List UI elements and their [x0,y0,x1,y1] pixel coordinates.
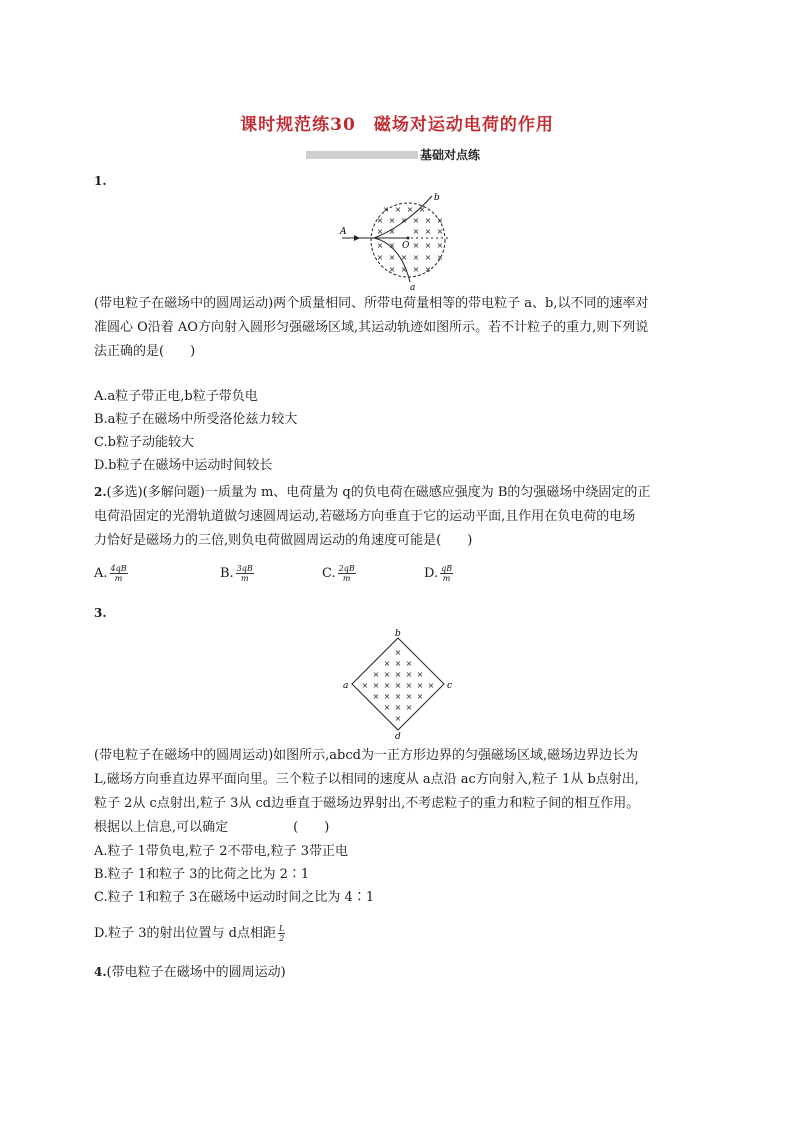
q4-stem: 4.(带电粒子在磁场中的圆周运动) [94,965,286,980]
svg-text:×: × [424,241,432,250]
svg-text:×: × [416,681,424,690]
q1-figure [336,190,466,290]
svg-text:×: × [388,265,396,274]
svg-text:×: × [394,703,402,712]
svg-text:×: × [394,659,402,668]
svg-text:×: × [383,692,391,701]
q2-number: 2. [94,485,107,499]
q1-options [94,385,297,477]
q1-option-d: D.b粒子在磁场中运动时间较长 [94,458,273,473]
svg-text:×: × [394,648,402,657]
svg-text:×: × [405,692,413,701]
svg-text:×: × [372,670,380,679]
svg-text:×: × [383,670,391,679]
q3-label-c: c [447,681,453,691]
svg-text:×: × [405,703,413,712]
svg-text:×: × [405,670,413,679]
svg-text:×: × [400,253,408,262]
svg-text:×: × [376,253,384,262]
q3-stem [94,744,714,840]
fraction: $\frac{2qB}{m}$ [338,564,355,583]
svg-text:×: × [418,205,426,214]
q1-stem-line: 准圆心 O沿着 AO方向射入圆形匀强磁场区域,其运动轨迹如图所示。若不计粒子的重力,则下列说 [94,320,649,335]
q3-stem-line: L,磁场方向垂直边界平面向里。三个粒子以相同的速度从 a点沿 ac方向射入,粒子 1从 b点射出, [94,772,639,787]
svg-text:×: × [388,241,396,250]
q1-option-a: A.a粒子带正电,b粒子带负电 [94,389,258,404]
q3-stem-line: 粒子 2从 c点射出,粒子 3从 cd边垂直于磁场边界射出,不考虑粒子的重力和粒子间的相互作用。 [94,796,640,811]
q2-stem-line: 力恰好是磁场力的三倍,则负电荷做圆周运动的角速度可能是( ) [94,533,473,548]
svg-text:×: × [383,703,391,712]
svg-text:×: × [416,670,424,679]
svg-text:×: × [383,659,391,668]
q2-stem [94,480,714,553]
svg-text:×: × [372,681,380,690]
q1-stem-line: (带电粒子在磁场中的圆周运动)两个质量相同、所带电荷量相等的带电粒子 a、b,以不同的速率对 [94,296,649,311]
svg-text:×: × [376,241,384,250]
svg-text:×: × [376,227,384,236]
section-label: 基础对点练 [420,148,481,162]
svg-text:×: × [388,253,396,262]
q2-option-b: B. $\frac{3qB}{m}$ [220,564,253,583]
fraction: $\frac{4qB}{m}$ [110,564,127,583]
svg-text:×: × [412,253,420,262]
svg-text:×: × [394,681,402,690]
q3-option-a: A.粒子 1带负电,粒子 2不带电,粒子 3带正电 [94,844,348,859]
q1-label-A: A [340,227,347,237]
svg-text:×: × [394,670,402,679]
svg-text:×: × [424,216,432,225]
q2-option-d: D. $\frac{qB}{m}$ [424,564,453,583]
q2-stem-line: 2.(多选)(多解问题)一质量为 m、电荷量为 q的负电荷在磁感应强度为 B的匀强磁场中绕固定的正 [94,485,651,500]
q1-option-c: C.b粒子动能较大 [94,435,194,450]
q1-label-O: O [402,241,410,251]
svg-text:×: × [406,205,414,214]
svg-text:×: × [372,692,380,701]
svg-text:×: × [405,681,413,690]
q3-label-b: b [395,629,401,639]
svg-text:×: × [412,227,420,236]
q2-option-c: C. $\frac{2qB}{m}$ [322,564,355,583]
q1-label-a: a [410,283,416,290]
q3-label-d: d [395,732,401,740]
fraction: $\frac{qB}{m}$ [441,564,453,583]
svg-text:×: × [412,216,420,225]
q3-label-a: a [343,681,349,691]
q2-option-a: A. $\frac{4qB}{m}$ [94,564,127,583]
fraction: $\frac{3qB}{m}$ [236,564,253,583]
svg-text:×: × [424,265,432,274]
q3-figure [340,628,460,740]
svg-text:×: × [383,681,391,690]
q1-number: 1. [94,174,107,188]
svg-text:×: × [436,227,444,236]
q3-options [94,840,374,909]
svg-text:×: × [424,227,432,236]
q3-stem-line: 根据以上信息,可以确定 ( ) [94,820,330,835]
svg-text:×: × [394,714,402,723]
fraction: $\frac{L}{2}$ [278,924,285,943]
svg-text:×: × [436,253,444,262]
svg-text:×: × [412,241,420,250]
svg-text:×: × [361,681,369,690]
svg-text:×: × [416,692,424,701]
q2-stem-line: 电荷沿固定的光滑轨道做匀速圆周运动,若磁场方向垂直于它的运动平面,且作用在负电荷的电场 [94,509,636,524]
svg-text:×: × [388,227,396,236]
svg-text:×: × [405,659,413,668]
svg-text:×: × [382,205,390,214]
svg-text:×: × [388,216,396,225]
q3-option-d: D.粒子 3的射出位置与 d点相距 $\frac{L}{2}$ [94,924,285,943]
svg-text:×: × [376,216,384,225]
q3-option-b: B.粒子 1和粒子 3的比荷之比为 2∶1 [94,867,310,882]
q3-option-c: C.粒子 1和粒子 3在磁场中运动时间之比为 4∶1 [94,890,375,905]
q1-label-b: b [434,193,440,203]
svg-text:×: × [412,265,420,274]
svg-text:×: × [436,241,444,250]
svg-text:×: × [394,692,402,701]
svg-text:×: × [400,265,408,274]
q1-stem [94,292,714,364]
svg-text:×: × [436,216,444,225]
q1-option-b: B.a粒子在磁场中所受洛伦兹力较大 [94,412,298,427]
svg-text:×: × [400,216,408,225]
q3-number: 3. [94,606,107,620]
svg-text:×: × [427,681,435,690]
q4-number: 4. [94,965,107,979]
q3-stem-line: (带电粒子在磁场中的圆周运动)如图所示,abcd为一正方形边界的匀强磁场区域,磁场边界边长为 [94,748,639,763]
page-title: 课时规范练30 磁场对运动电荷的作用 [240,115,554,135]
section-divider [306,151,418,159]
svg-text:×: × [394,205,402,214]
svg-text:×: × [424,253,432,262]
q1-stem-line: 法正确的是( ) [94,344,196,359]
